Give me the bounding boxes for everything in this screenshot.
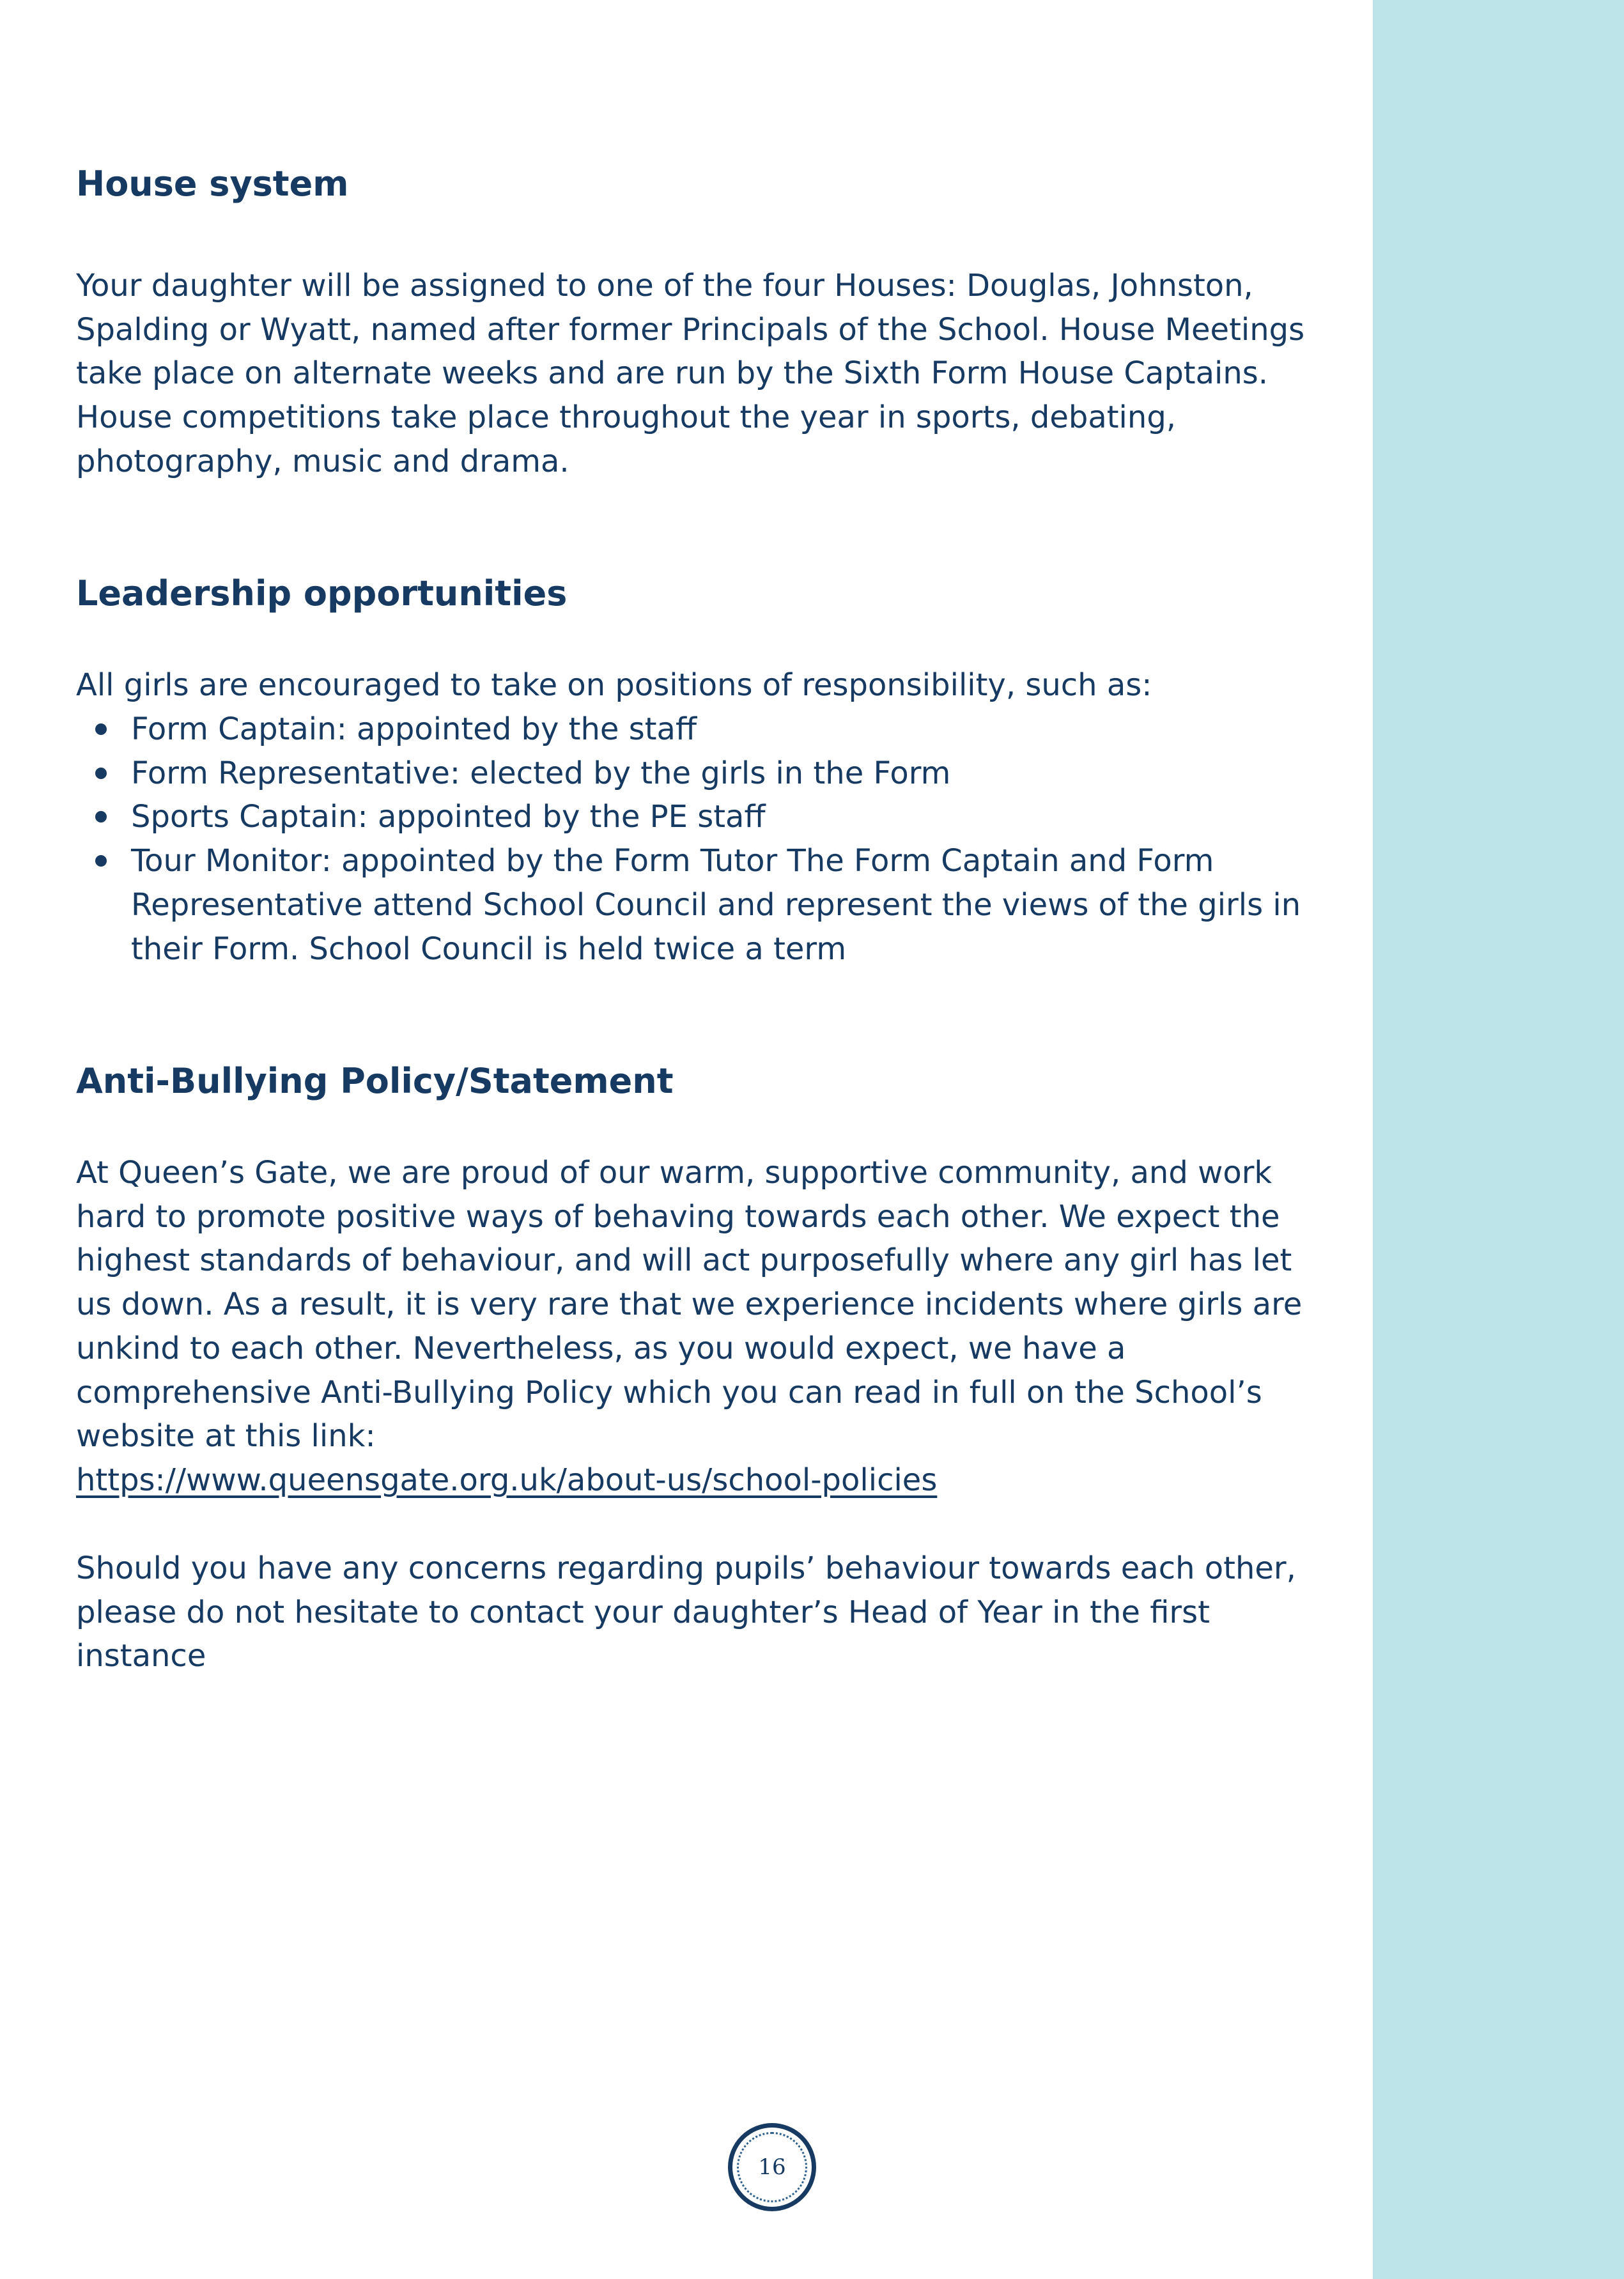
bullet-icon: [95, 855, 107, 867]
side-color-panel: [1373, 0, 1624, 2279]
list-item-text: Sports Captain: appointed by the PE staff: [131, 799, 766, 835]
list-item: [76, 752, 1322, 796]
bullet-icon: [95, 768, 107, 779]
page-number: 16: [758, 2154, 786, 2180]
leadership-list: [76, 707, 1322, 971]
house-system-paragraph: Your daughter will be assigned to one of the four Houses: Douglas, Johnston, Spalding or Wyatt, named after former Principals of the School. House Meetings take place on alternate weeks and are run by the Sixth Form House Captains. House competitions take place throughout the year in sports, debating, photography, music and drama.: [76, 268, 1305, 479]
leadership-intro: All girls are encouraged to take on positions of responsibility, such as:: [76, 667, 1152, 703]
list-item-text: Tour Monitor: appointed by the Form Tutor The Form Captain and Form Representative attend School Council and represent the views of the girls in their Form. School Council is held twice a term: [131, 843, 1301, 967]
bullet-icon: [95, 723, 107, 735]
anti-bullying-heading: Anti-Bullying Policy/Statement: [76, 1061, 674, 1101]
school-policies-link[interactable]: https://www.queensgate.org.uk/about-us/school-policies: [76, 1462, 938, 1498]
anti-bullying-paragraph: At Queen’s Gate, we are proud of our warm, supportive community, and work hard to promote positive ways of behaving towards each other. We expect the highest standards of behaviour, and will act purposefully where any girl has let us down. As a result, it is very rare that we experience incidents where girls are unkind to each other. Nevertheless, as you would expect, we have a comprehensive Anti-Bullying Policy which you can read in full on the School’s website at this link:: [76, 1155, 1303, 1455]
page-number-badge: [728, 2123, 816, 2211]
anti-bullying-closing: Should you have any concerns regarding pupils’ behaviour towards each other, please do not hesitate to contact your daughter’s Head of Year in the first instance: [76, 1550, 1296, 1674]
house-system-heading: House system: [76, 164, 349, 204]
list-item: [76, 839, 1322, 971]
list-item: [76, 795, 1322, 839]
leadership-heading: Leadership opportunities: [76, 573, 568, 614]
list-item-text: Form Captain: appointed by the staff: [131, 711, 697, 747]
list-item-text: Form Representative: elected by the girls in the Form: [131, 755, 951, 791]
bullet-icon: [95, 811, 107, 823]
list-item: [76, 707, 1322, 752]
